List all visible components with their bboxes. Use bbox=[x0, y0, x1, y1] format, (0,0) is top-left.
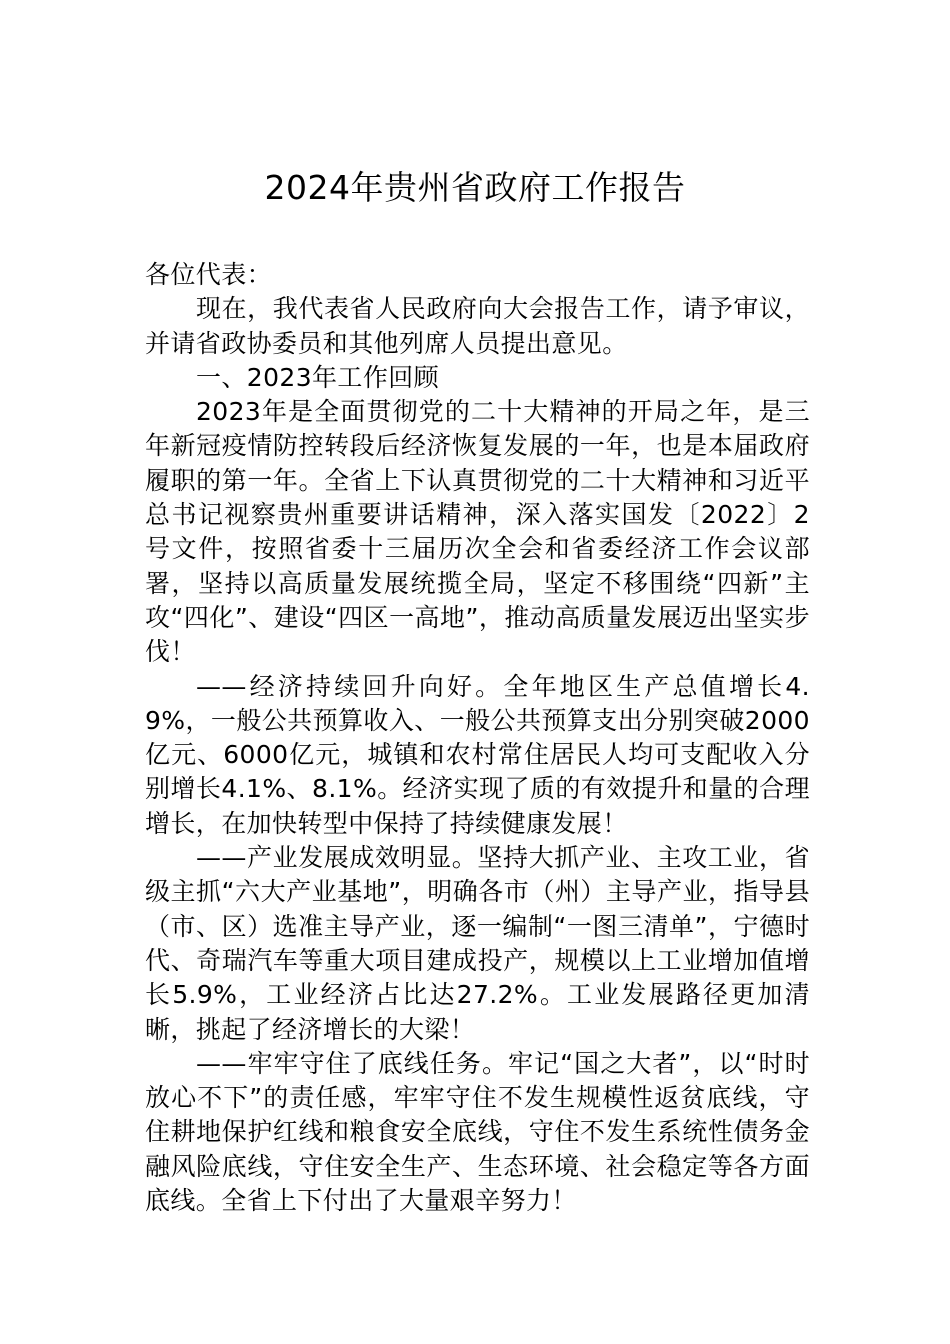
paragraph-overview: 2023年是全面贯彻党的二十大精神的开局之年，是三年新冠疫情防控转段后经济恢复发展的一年，也是本届政府履职的第一年。全省上下认真贯彻党的二十大精神和习近平总书记视察贵州重要讲话精神，深入落实国发〔2022〕2号文件，按照省委十三届历次全会和省委经济工作会议部署，坚持以高质量发展统揽全局，坚定不移围绕“四新”主攻“四化”、建设“四区一高地”，推动高质量发展迈出坚实步伐！ bbox=[145, 397, 810, 667]
paragraph-intro: 现在，我代表省人民政府向大会报告工作，请予审议，并请省政协委员和其他列席人员提出意见。 bbox=[145, 294, 810, 358]
section-heading: 一、2023年工作回顾 bbox=[196, 362, 440, 392]
salutation: 各位代表： bbox=[145, 260, 273, 289]
paragraph-industry: ——产业发展成效明显。坚持大抓产业、主攻工业，省级主抓“六大产业基地”，明确各市（州）主导产业，指导县（市、区）选准主导产业，逐一编制“一图三清单”，宁德时代、奇瑞汽车等重大项目建成投产，规模以上工业增加值增长5.9%，工业经济占比达27.2%。工业发展路径更加清晰，挑起了经济增长的大梁！ bbox=[145, 843, 810, 1044]
paragraph-economy: ——经济持续回升向好。全年地区生产总值增长4.9%，一般公共预算收入、一般公共预算支出分别突破2000亿元、6000亿元，城镇和农村常住居民人均可支配收入分别增长4.1%、8.1%。经济实现了质的有效提升和量的合理增长，在加快转型中保持了持续健康发展！ bbox=[145, 671, 810, 838]
document-body bbox=[145, 258, 810, 1218]
document-title: 2024年贵州省政府工作报告 bbox=[264, 168, 686, 207]
paragraph-bottom-line: ——牢牢守住了底线任务。牢记“国之大者”，以“时时放心不下”的责任感，牢牢守住不发生规模性返贫底线，守住耕地保护红线和粮食安全底线，守住不发生系统性债务金融风险底线，守住安全生产、生态环境、社会稳定等各方面底线。全省上下付出了大量艰辛努力！ bbox=[145, 1048, 810, 1216]
